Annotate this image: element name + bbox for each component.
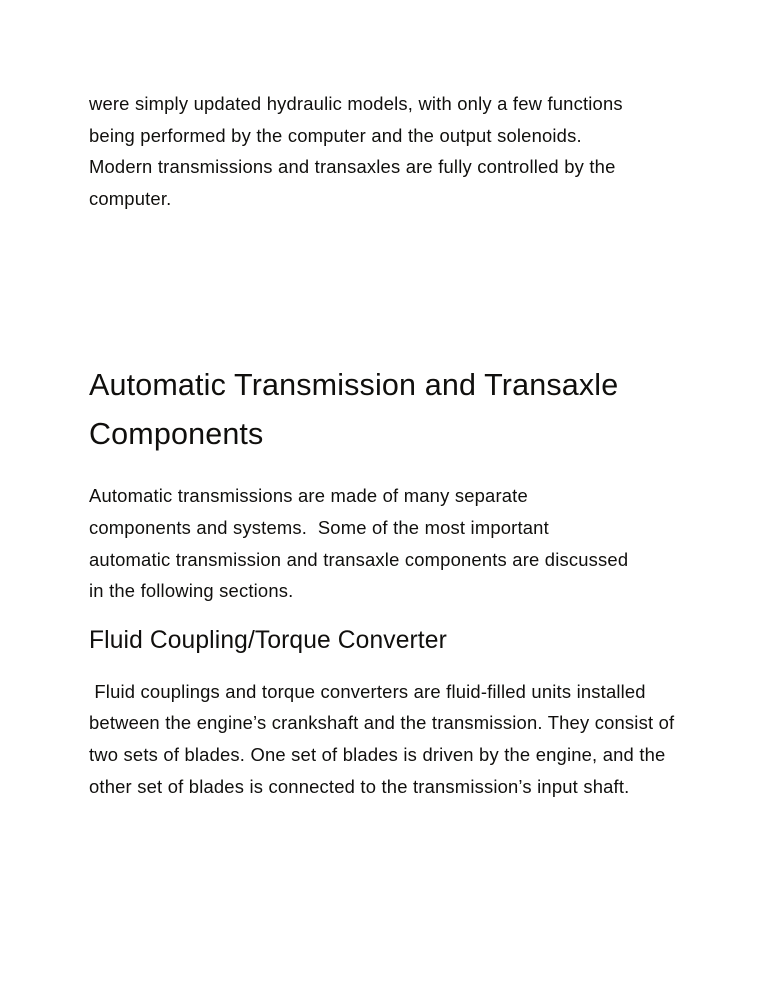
- intro-paragraph: were simply updated hydraulic models, with only a few functions being performed by the computer and the output solenoids. Modern transmissions and transaxles are fully controlled by the computer.: [89, 93, 629, 209]
- subheading-spacer-bottom: [89, 658, 685, 676]
- subheading-spacer-top: [89, 607, 685, 624]
- fluid-coupling-paragraph: Fluid couplings and torque converters are fluid-filled units installed between the engine’s crankshaft and the transmission. They consist of two sets of blades. One set of blades is driven by the engine, and the other set of blades is connected to the transmission’s input shaft.: [89, 680, 680, 797]
- section-spacer: [89, 214, 685, 361]
- page-title: Automatic Transmission and Transaxle Components: [89, 368, 619, 452]
- page-content: [89, 88, 685, 802]
- section-heading-fluid-coupling: Fluid Coupling/Torque Converter: [89, 626, 447, 654]
- heading-spacer: [89, 459, 685, 480]
- components-paragraph: Automatic transmissions are made of many separate components and systems. Some of the most important automatic transmission and transaxle components are discussed in the following sections.: [89, 485, 634, 602]
